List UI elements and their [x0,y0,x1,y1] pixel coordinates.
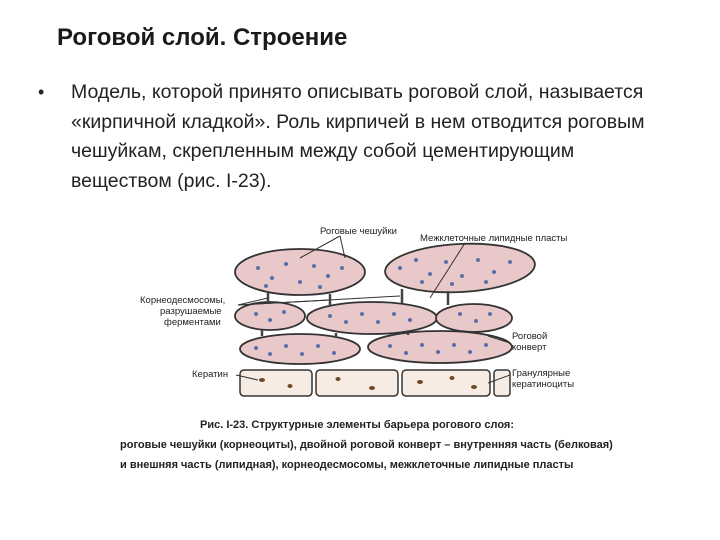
corneocyte [384,240,536,296]
slide-title: Роговой слой. Строение [57,24,348,51]
caption-line-1: Рис. I-23. Структурные элементы барьера рогового слоя: [200,419,515,431]
label-desmo-3: ферментами [164,317,221,328]
label-lipid: Межклеточные липидные пласты [420,233,568,244]
label-scales: Роговые чешуйки [320,226,397,237]
label-granular-2: кератиноциты [512,379,575,390]
bullet-text: Модель, которой принято описывать роговой слой, называется «кирпичной кладкой». Роль кирпичей в нем отводится роговым чешуйкам, скрепленным между собой цементирующим веществом (рис. I-23). [71,81,645,192]
granular-cell [316,370,398,396]
label-envelope-1: Роговой [512,331,548,342]
caption-line-2: роговые чешуйки (корнеоциты), двойной роговой конверт – внутренняя часть (белковая) [120,439,613,451]
corneocyte [307,302,437,334]
corneocyte [240,334,360,364]
label-desmo-2: разрушаемые [160,306,222,317]
granular-cell [494,370,510,396]
granular-keratinocytes-row [240,370,510,396]
label-desmo-1: Корнеодесмосомы, [140,295,226,306]
corneocyte [235,249,365,295]
corneocytes [235,240,536,364]
granular-cell [240,370,312,396]
label-granular-1: Гранулярные [512,368,571,379]
corneocyte [235,302,305,330]
corneocyte [436,304,512,332]
bullet-marker: • [38,82,45,102]
granular-cell [402,370,490,396]
label-keratin: Кератин [192,369,229,380]
label-envelope-2: конверт [512,342,547,353]
caption-line-3: и внешняя часть (липидная), корнеодесмосомы, межклеточные липидные пласты [120,459,574,471]
